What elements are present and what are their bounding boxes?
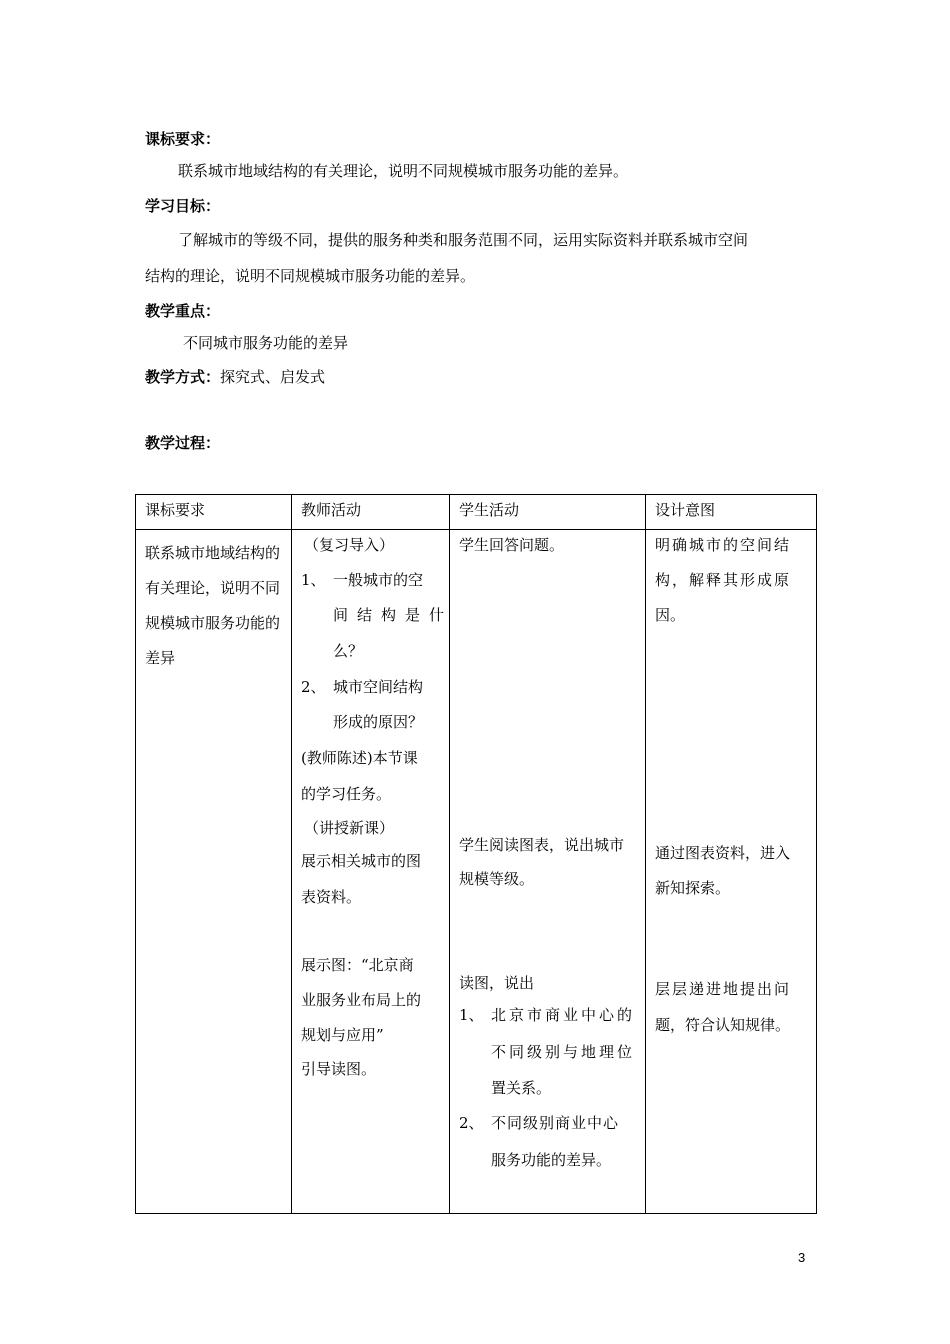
- teaching-process-heading: 教学过程：: [145, 434, 221, 452]
- design-intent-cell: [646, 530, 817, 1214]
- header-label-teacher: 教师活动: [301, 501, 362, 519]
- question1-line2: [333, 604, 454, 625]
- question2-line2: 形成的原因？: [333, 713, 424, 731]
- teaching-method-text: 探究式、启发式: [220, 368, 326, 386]
- question1-line1: 一般城市的空: [333, 571, 424, 589]
- teacher-narrate-line1: (教师陈述)本节课: [301, 749, 418, 767]
- learning-goal-heading: 学习目标：: [145, 197, 221, 215]
- student-activity-cell: [450, 530, 646, 1214]
- header-cell: [136, 495, 292, 530]
- show-figure-line3: 规划与应用”: [301, 1026, 384, 1044]
- header-cell: [292, 495, 450, 530]
- intent3-line2: 题，符合认知规律。: [655, 1016, 791, 1034]
- new-lesson-label: （讲授新课）: [304, 819, 395, 837]
- question2-number: 2、: [301, 678, 326, 696]
- item1-number: 1、: [459, 1006, 484, 1024]
- student-answer: 学生回答问题。: [459, 536, 565, 554]
- teaching-focus-heading: 教学重点：: [145, 302, 221, 320]
- question2-line1: 城市空间结构: [333, 678, 424, 696]
- student-read-figure: 读图，说出: [459, 974, 535, 992]
- show-figure-line2: 业服务业布局上的: [301, 991, 422, 1009]
- item1-line1: 北京市商业中心的: [491, 1006, 636, 1024]
- student-read-line2: 规模等级。: [459, 870, 535, 888]
- header-label-student: 学生活动: [459, 501, 520, 519]
- header-label-standard: 课标要求: [145, 501, 206, 519]
- lesson-plan-table: [135, 494, 817, 1214]
- teaching-method-heading: 教学方式：: [145, 368, 221, 386]
- teaching-focus-text: 不同城市服务功能的差异: [183, 334, 349, 352]
- item1-line3: 置关系。: [491, 1079, 552, 1097]
- curriculum-standard-heading: 课标要求：: [145, 130, 221, 148]
- standard-cell-text: 联系城市地域结构的有关理论，说明不同规模城市服务功能的差异: [145, 544, 281, 667]
- table-row: [136, 530, 817, 1214]
- intent1-line1: 明确城市的空间结: [655, 536, 792, 554]
- learning-goal-text-line2: 结构的理论，说明不同规模城市服务功能的差异。: [145, 267, 476, 285]
- show-figure-line1: 展示图：“北京商: [301, 956, 414, 974]
- intent1-line3: 因。: [655, 606, 686, 624]
- header-label-intent: 设计意图: [655, 501, 716, 519]
- standard-cell: [136, 530, 292, 1214]
- intent2-line1: 通过图表资料，进入: [655, 844, 791, 862]
- page-number: 3: [798, 1250, 806, 1265]
- student-read-line1: 学生阅读图表，说出城市: [459, 836, 625, 854]
- show-charts-line1: 展示相关城市的图: [301, 852, 422, 870]
- curriculum-standard-text: 联系城市地域结构的有关理论，说明不同规模城市服务功能的差异。: [178, 162, 629, 180]
- learning-goal-text-line1: 了解城市的等级不同，提供的服务种类和服务范围不同，运用实际资料并联系城市空间: [178, 231, 749, 249]
- header-cell: [450, 495, 646, 530]
- guide-reading: 引导读图。: [301, 1060, 377, 1078]
- teacher-activity-cell: [292, 530, 454, 1214]
- teaching-method: [145, 366, 325, 387]
- item2-line2: 服务功能的差异。: [491, 1151, 612, 1169]
- intent3-line1: 层层递进地提出问: [655, 980, 792, 998]
- header-cell: [646, 495, 817, 530]
- question1-line2-text: 间结构是什: [333, 606, 454, 624]
- question1-line3: 么？: [333, 642, 364, 660]
- item2-line1: 不同级别商业中心: [491, 1114, 620, 1132]
- review-intro: （复习导入）: [304, 536, 395, 554]
- intent1-line2: 构，解释其形成原: [655, 571, 792, 589]
- item2-number: 2、: [459, 1114, 484, 1132]
- teacher-narrate-line2: 的学习任务。: [301, 785, 392, 803]
- show-charts-line2: 表资料。: [301, 888, 362, 906]
- table-header-row: [136, 495, 817, 530]
- intent2-line2: 新知探索。: [655, 879, 731, 897]
- item1-line2: 不同级别与地理位: [491, 1043, 636, 1061]
- question1-number: 1、: [301, 571, 326, 589]
